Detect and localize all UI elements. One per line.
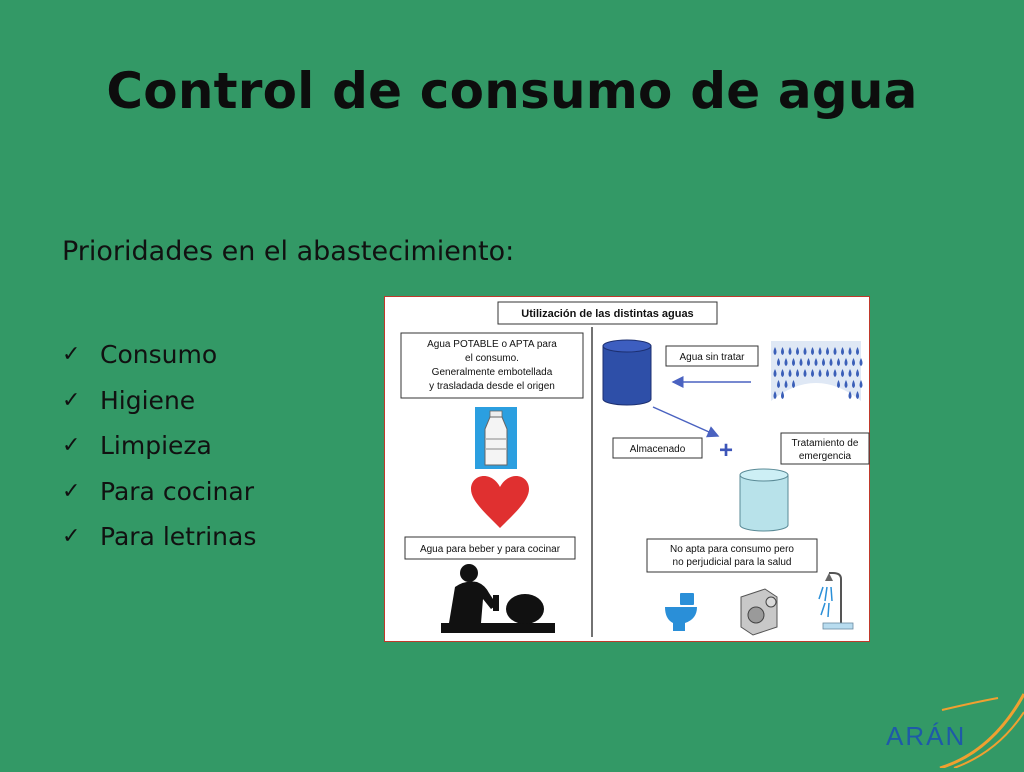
bullet-label: Para letrinas xyxy=(100,522,257,552)
heart-icon xyxy=(471,476,529,528)
svg-text:Utilización de las distintas a: Utilización de las distintas aguas xyxy=(521,308,694,320)
bullet-item xyxy=(62,423,256,469)
bullet-label: Higiene xyxy=(100,385,196,415)
svg-text:Generalmente embotellada: Generalmente embotellada xyxy=(431,367,553,378)
toilet-icon xyxy=(665,593,697,631)
checkmark-icon: ✓ xyxy=(62,524,81,550)
washing-machine-icon xyxy=(741,589,777,635)
bullet-label: Limpieza xyxy=(100,431,212,461)
figure-header xyxy=(498,302,717,324)
drink-cook-box xyxy=(405,537,575,559)
bullet-item xyxy=(62,514,256,560)
checkmark-icon: ✓ xyxy=(62,387,81,413)
slide-title: Control de consumo de agua xyxy=(106,62,918,120)
stored-box xyxy=(613,438,702,458)
water-usage-figure xyxy=(384,296,870,642)
storage-barrel-icon xyxy=(603,340,651,405)
svg-text:Agua para beber y para cocinar: Agua para beber y para cocinar xyxy=(419,544,561,555)
aran-logo xyxy=(880,690,1024,768)
rain-icon xyxy=(771,341,861,401)
shower-icon xyxy=(819,573,853,629)
svg-text:Almacenado: Almacenado xyxy=(629,444,686,455)
bullet-list xyxy=(62,332,256,560)
water-bottle-icon xyxy=(475,407,517,469)
plus-sign: + xyxy=(718,437,734,464)
svg-text:Tratamiento de: Tratamiento de xyxy=(791,438,859,449)
checkmark-icon: ✓ xyxy=(62,433,81,459)
svg-text:el consumo.: el consumo. xyxy=(465,353,519,364)
bullet-label: Para cocinar xyxy=(100,476,254,506)
svg-text:emergencia: emergencia xyxy=(798,451,852,462)
bullet-item xyxy=(62,332,256,378)
arrow-down xyxy=(653,407,718,436)
bullet-label: Consumo xyxy=(100,340,218,370)
svg-text:Agua POTABLE o APTA para: Agua POTABLE o APTA para xyxy=(427,339,557,350)
slide-subtitle: Prioridades en el abastecimiento: xyxy=(62,236,515,267)
treated-barrel-icon xyxy=(740,469,788,531)
not-apt-box xyxy=(647,539,817,572)
svg-text:No apta para consumo pero: No apta para consumo pero xyxy=(670,544,794,555)
svg-text:Agua sin tratar: Agua sin tratar xyxy=(679,352,745,363)
raw-water-box xyxy=(666,346,758,366)
bullet-item xyxy=(62,378,256,424)
potable-water-box xyxy=(401,333,583,398)
bullet-item xyxy=(62,469,256,515)
svg-text:ARÁN: ARÁN xyxy=(886,721,967,751)
checkmark-icon: ✓ xyxy=(62,342,81,368)
checkmark-icon: ✓ xyxy=(62,478,81,504)
person-eating-icon xyxy=(441,564,555,633)
svg-text:no perjudicial para la salud: no perjudicial para la salud xyxy=(672,557,792,568)
emergency-treatment-box xyxy=(781,433,869,464)
svg-text:y trasladada desde el origen: y trasladada desde el origen xyxy=(429,381,555,392)
